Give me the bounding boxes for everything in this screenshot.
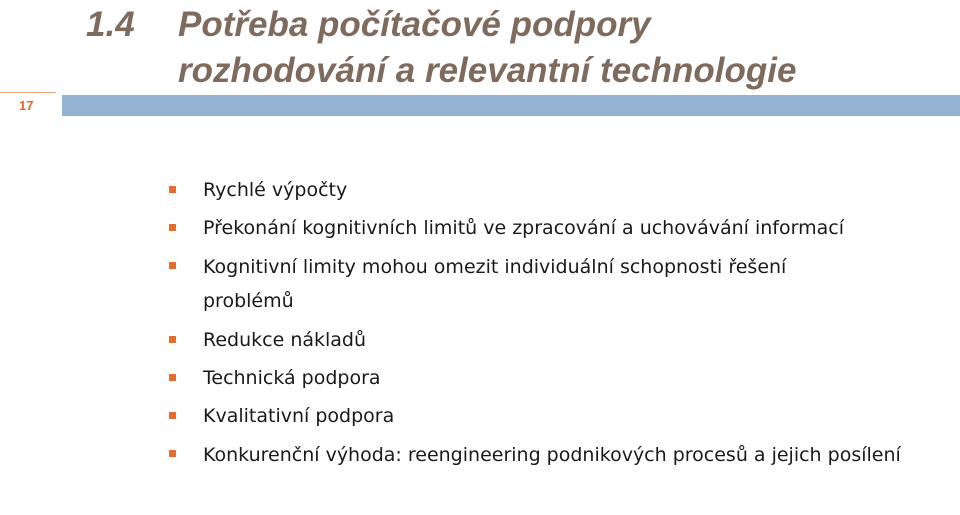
bullet-text: Technická podpora <box>203 367 381 389</box>
bullet-list <box>169 174 929 478</box>
square-bullet-icon <box>169 450 176 457</box>
bullet-item <box>169 324 929 356</box>
bullet-text: Konkurenční výhoda: reengineering podnikových procesů a jejich posílení <box>203 444 901 466</box>
slide-number: 17 <box>19 98 34 113</box>
section-number: 1.4 <box>86 5 135 44</box>
square-bullet-icon <box>169 262 176 269</box>
square-bullet-icon <box>169 224 176 231</box>
bullet-item <box>169 362 929 394</box>
slide-title <box>86 2 956 93</box>
title-text-1: Potřeba počítačové podpory <box>178 5 651 44</box>
bullet-item <box>169 400 929 432</box>
square-bullet-icon <box>169 336 176 343</box>
bullet-item <box>169 174 929 206</box>
bullet-text: Překonání kognitivních limitů ve zpracování a uchovávání informací <box>203 217 844 239</box>
slide-number-box <box>0 92 56 118</box>
bullet-text: Kognitivní limity mohou omezit individuální schopnosti řešení problémů <box>203 256 787 312</box>
bullet-item <box>169 250 929 318</box>
title-line-2: rozhodování a relevantní technologie <box>178 51 797 90</box>
bullet-item <box>169 212 929 244</box>
header-bar <box>62 95 960 116</box>
title-line-1 <box>86 2 956 47</box>
bullet-item <box>169 438 929 472</box>
square-bullet-icon <box>169 186 176 193</box>
bullet-text: Rychlé výpočty <box>203 179 348 201</box>
bullet-text: Redukce nákladů <box>203 329 367 351</box>
square-bullet-icon <box>169 412 176 419</box>
square-bullet-icon <box>169 374 176 381</box>
bullet-text: Kvalitativní podpora <box>203 405 395 427</box>
